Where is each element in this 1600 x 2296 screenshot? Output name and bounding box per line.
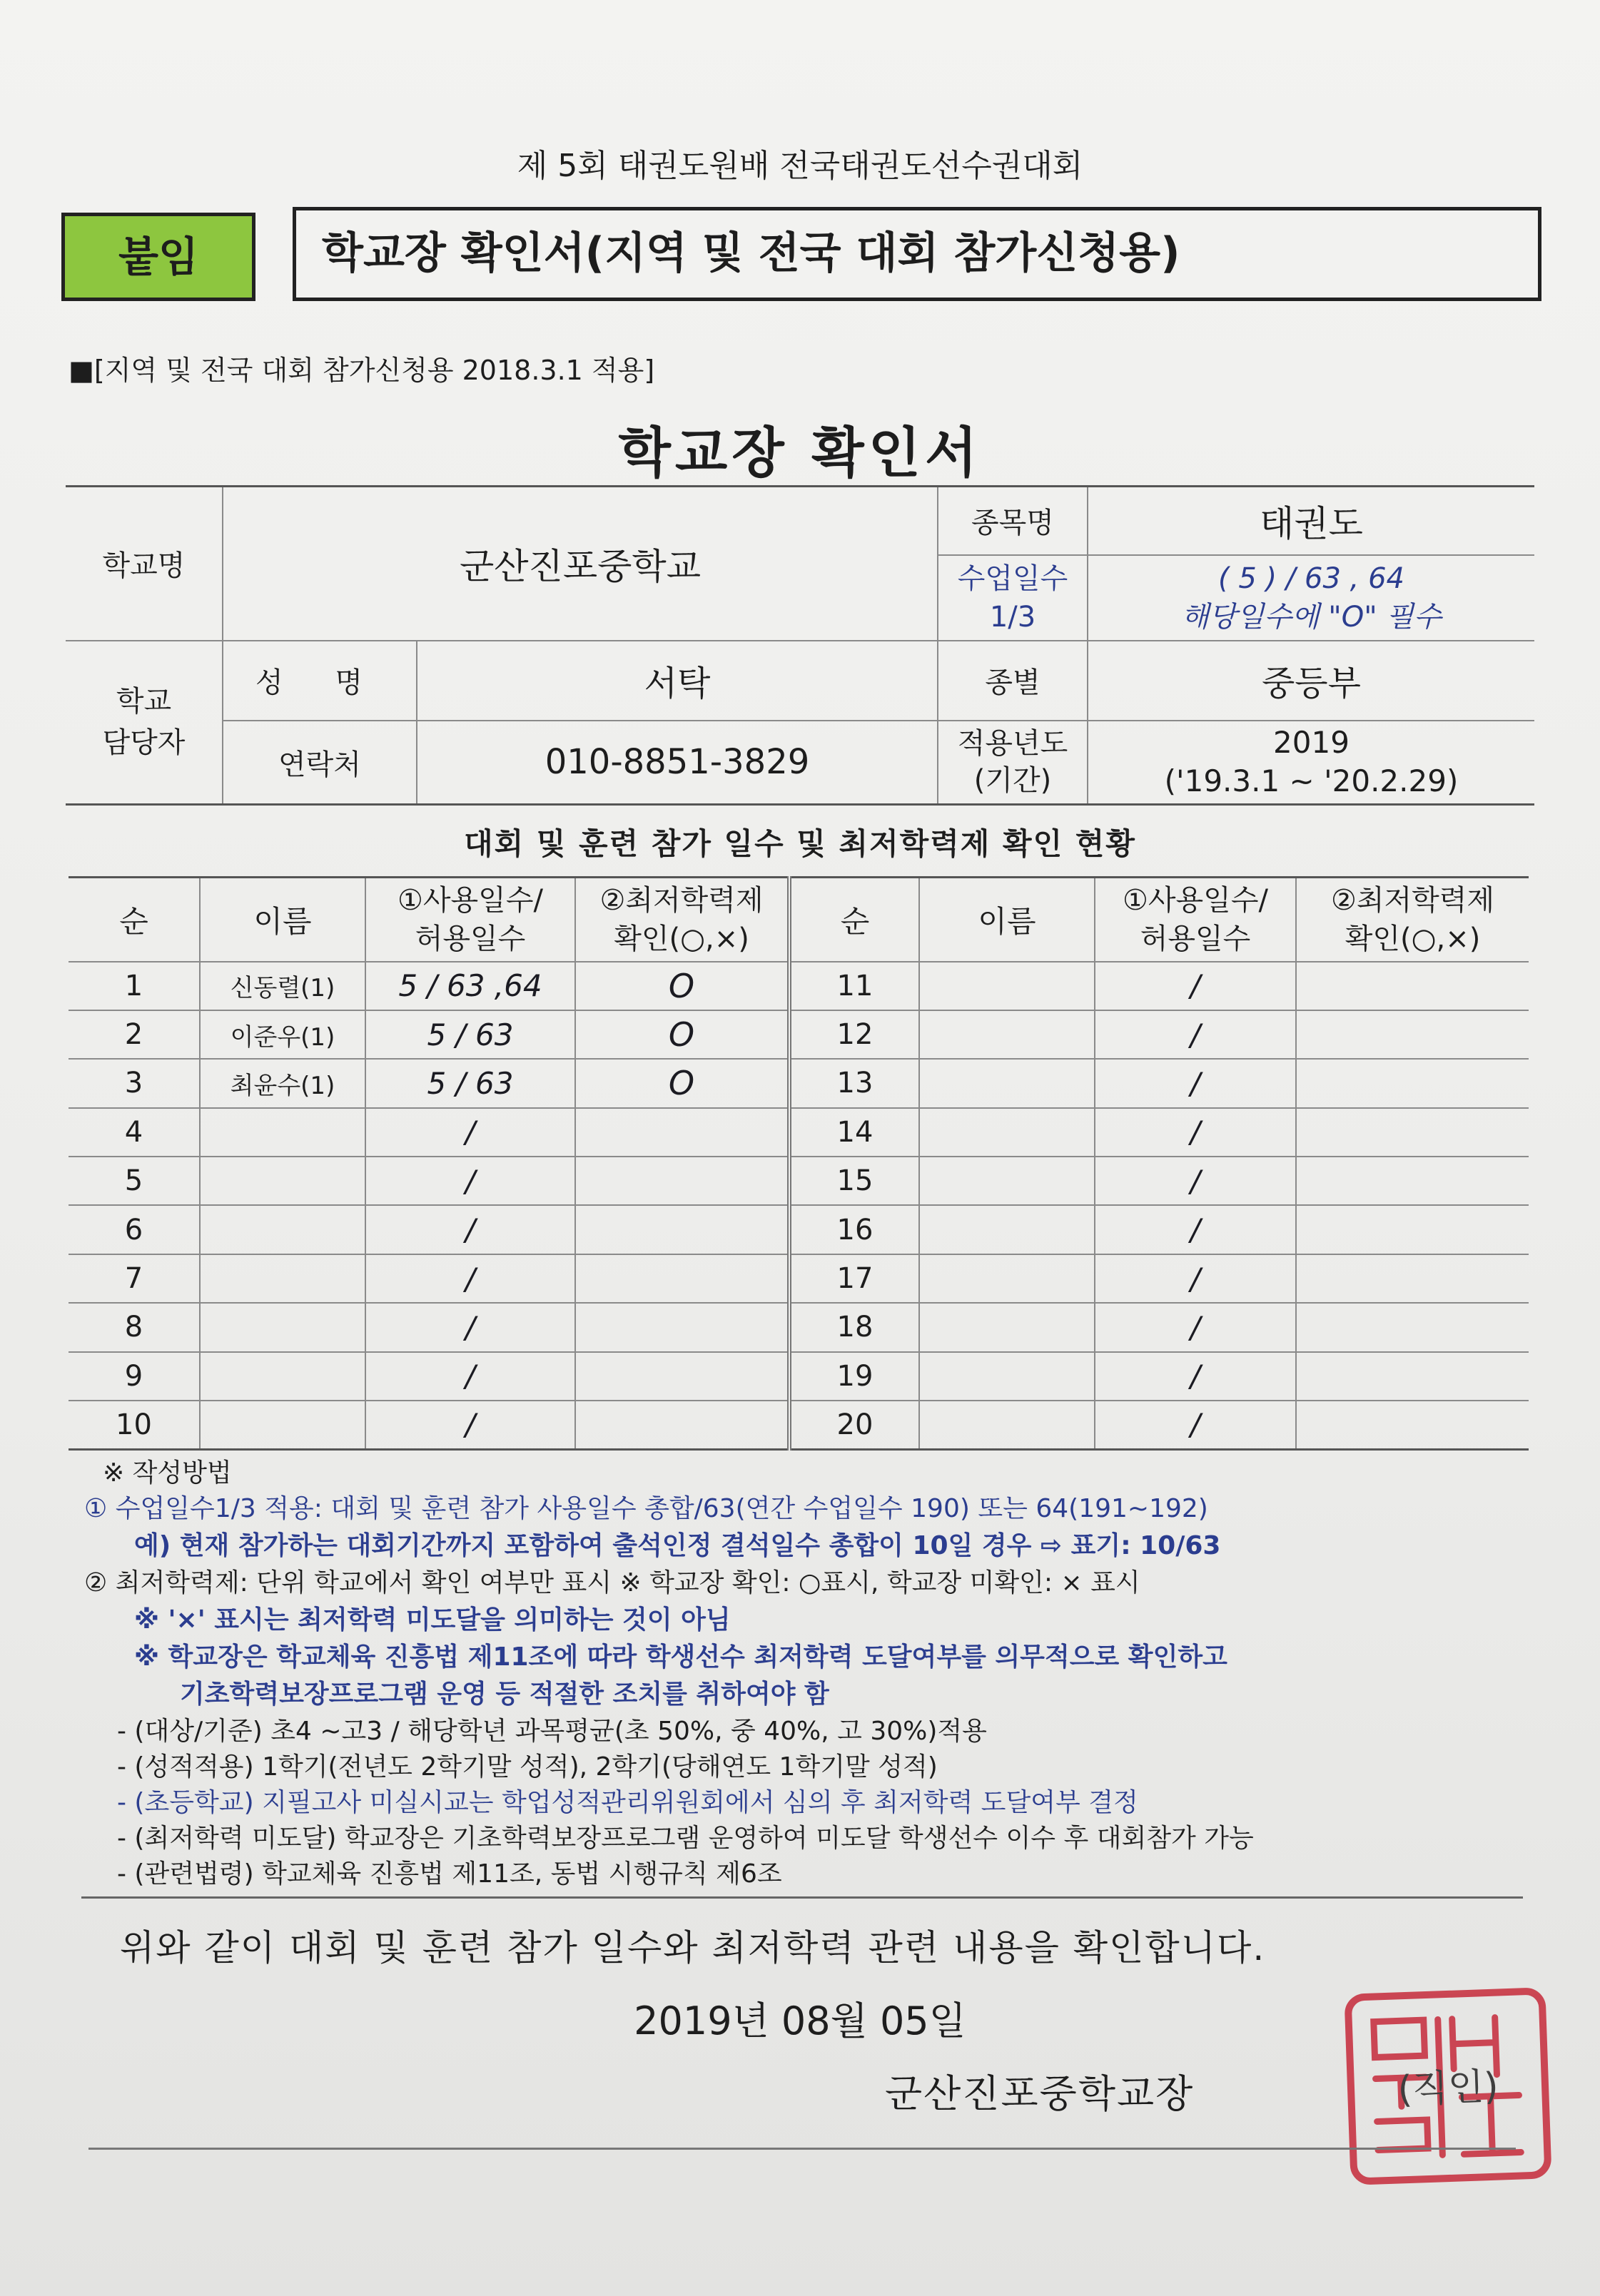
note-2a: ② 최저학력제: 단위 학교에서 확인 여부만 표시 ※ 학교장 확인: ○표시, 학교장 미확인: × 표시 <box>84 1568 1140 1597</box>
note-2d: 기초학력보장프로그램 운영 등 적절한 조치를 취하여야 함 <box>180 1680 829 1709</box>
table-row <box>69 1303 1529 1351</box>
year-label-2: (기간) <box>973 764 1052 798</box>
row-no: 6 <box>69 1205 200 1254</box>
class-days-label-1: 수업일수 <box>957 562 1068 595</box>
table-row <box>69 1205 1529 1254</box>
row-name <box>919 1205 1095 1254</box>
detail-4: - (최저학력 미도달) 학교장은 기초학력보장프로그램 운영하여 미도달 학생선수 이수 후 대회참가 가능 <box>117 1824 1254 1853</box>
row-no: 15 <box>789 1157 919 1205</box>
row-check <box>1296 1254 1529 1303</box>
info-table <box>66 485 1534 806</box>
row-check <box>575 1303 789 1351</box>
row-no: 16 <box>789 1205 919 1254</box>
row-days: / <box>365 1108 575 1157</box>
row-days: 5 / 63 <box>365 1010 575 1059</box>
row-name <box>919 1059 1095 1107</box>
col-no: 순 <box>69 878 200 962</box>
detail-3: - (초등학교) 지필고사 미실시교는 학업성적관리위원회에서 심의 후 최저학력 도달여부 결정 <box>117 1788 1138 1817</box>
row-no: 3 <box>69 1059 200 1107</box>
divider <box>81 1896 1523 1899</box>
table-row <box>69 1059 1529 1107</box>
class-days-line1: ( 5 ) / 63 , 64 <box>1218 562 1404 595</box>
row-days: / <box>1095 1303 1296 1351</box>
year-label <box>938 721 1088 805</box>
staff-label-2: 담당자 <box>102 726 186 760</box>
col-check: ②최저학력제 확인(○,×) <box>575 878 789 962</box>
table-header <box>69 878 1529 962</box>
row-name <box>200 1254 365 1303</box>
contact: 010-8851-3829 <box>417 721 938 805</box>
row-check <box>1296 1108 1529 1157</box>
participation-table <box>69 876 1529 1451</box>
row-days: / <box>365 1157 575 1205</box>
row-no: 5 <box>69 1157 200 1205</box>
row-name <box>200 1205 365 1254</box>
staff-label-1: 학교 <box>116 685 172 718</box>
table-row <box>69 1352 1529 1401</box>
row-check: O <box>575 1059 789 1107</box>
row-name <box>919 1352 1095 1401</box>
contact-label: 연락처 <box>223 721 417 805</box>
row-name: 최윤수(1) <box>200 1059 365 1107</box>
note-2c: ※ 학교장은 학교체육 진흥법 제11조에 따라 학생선수 최저학력 도달여부를 의무적으로 확인하고 <box>134 1642 1227 1672</box>
detail-5: - (관련법령) 학교체육 진흥법 제11조, 동법 시행규칙 제6조 <box>117 1859 782 1889</box>
row-name: 이준우(1) <box>200 1010 365 1059</box>
row-days: / <box>1095 962 1296 1010</box>
row-name <box>919 1303 1095 1351</box>
row-name <box>200 1108 365 1157</box>
row-name <box>919 1157 1095 1205</box>
bottom-line <box>88 2148 1516 2150</box>
year-value <box>1088 721 1534 805</box>
col-days: ①사용일수/ 허용일수 <box>1095 878 1296 962</box>
row-name <box>919 962 1095 1010</box>
row-no: 13 <box>789 1059 919 1107</box>
row-days: / <box>1095 1352 1296 1401</box>
header-title: 학교장 확인서(지역 및 전국 대회 참가신청용) <box>293 207 1541 301</box>
row-days: / <box>1095 1157 1296 1205</box>
row-name <box>919 1108 1095 1157</box>
row-name <box>200 1157 365 1205</box>
table-row <box>69 1401 1529 1449</box>
attach-badge: 붙임 <box>61 213 255 301</box>
notes-heading: ※ 작성방법 <box>103 1458 232 1488</box>
staff-label <box>66 641 223 805</box>
sport: 태권도 <box>1088 487 1534 555</box>
col-check: ②최저학력제 확인(○,×) <box>1296 878 1529 962</box>
table-row <box>69 1010 1529 1059</box>
row-check <box>1296 1157 1529 1205</box>
sport-label: 종목명 <box>938 487 1088 555</box>
doc-title: 학교장 확인서 <box>618 421 982 484</box>
row-check <box>1296 1205 1529 1254</box>
table-row <box>69 1108 1529 1157</box>
row-no: 4 <box>69 1108 200 1157</box>
row-days: 5 / 63 ,64 <box>365 962 575 1010</box>
row-no: 9 <box>69 1352 200 1401</box>
subheader: ■[지역 및 전국 대회 참가신청용 2018.3.1 적용] <box>69 355 655 386</box>
row-check <box>575 1352 789 1401</box>
row-days: / <box>365 1352 575 1401</box>
name-label: 성 명 <box>223 641 417 721</box>
row-days: / <box>1095 1205 1296 1254</box>
row-no: 7 <box>69 1254 200 1303</box>
row-check <box>575 1108 789 1157</box>
row-no: 19 <box>789 1352 919 1401</box>
row-no: 20 <box>789 1401 919 1449</box>
seal-label: (직인) <box>1397 2065 1499 2112</box>
detail-1: - (대상/기준) 초4 ~고3 / 해당학년 과목평균(초 50%, 중 40%, 고 30%)적용 <box>117 1717 987 1746</box>
row-check <box>1296 1401 1529 1449</box>
row-check <box>575 1401 789 1449</box>
row-no: 12 <box>789 1010 919 1059</box>
row-check: O <box>575 1010 789 1059</box>
row-name <box>200 1352 365 1401</box>
row-check <box>575 1205 789 1254</box>
division: 중등부 <box>1088 641 1534 721</box>
row-days: / <box>1095 1401 1296 1449</box>
confirm-date: 2019년 08월 05일 <box>634 1998 966 2043</box>
confirm-text: 위와 같이 대회 및 훈련 참가 일수와 최저학력 관련 내용을 확인합니다. <box>120 1927 1266 1969</box>
row-check <box>1296 1352 1529 1401</box>
table-row <box>69 1157 1529 1205</box>
row-name: 신동렬(1) <box>200 962 365 1010</box>
event-title: 제 5회 태권도원배 전국태권도선수권대회 <box>517 148 1083 184</box>
division-label: 종별 <box>938 641 1088 721</box>
row-days: / <box>365 1401 575 1449</box>
class-days-label <box>938 555 1088 641</box>
year: 2019 <box>1273 725 1350 761</box>
row-check <box>575 1157 789 1205</box>
row-days: / <box>1095 1010 1296 1059</box>
note-1b: 예) 현재 참가하는 대회기간까지 포함하여 출석인정 결석일수 총합이 10일 경우 ⇨ 표기: 10/63 <box>134 1531 1221 1560</box>
row-no: 14 <box>789 1108 919 1157</box>
class-days-label-2: 1/3 <box>989 600 1036 634</box>
period: ('19.3.1 ~ '20.2.29) <box>1164 763 1459 799</box>
row-no: 8 <box>69 1303 200 1351</box>
row-no: 2 <box>69 1010 200 1059</box>
staff-name: 서탁 <box>417 641 938 721</box>
row-days: 5 / 63 <box>365 1059 575 1107</box>
col-days: ①사용일수/ 허용일수 <box>365 878 575 962</box>
row-check <box>1296 1059 1529 1107</box>
table-row <box>69 1254 1529 1303</box>
school-name: 군산진포중학교 <box>223 487 938 641</box>
row-days: / <box>1095 1254 1296 1303</box>
row-no: 10 <box>69 1401 200 1449</box>
row-check <box>575 1254 789 1303</box>
col-no: 순 <box>789 878 919 962</box>
row-name <box>919 1254 1095 1303</box>
row-check <box>1296 1303 1529 1351</box>
detail-2: - (성적적용) 1학기(전년도 2학기말 성적), 2학기(당해연도 1학기말 성적) <box>117 1752 938 1782</box>
row-days: / <box>365 1254 575 1303</box>
row-no: 18 <box>789 1303 919 1351</box>
row-no: 11 <box>789 962 919 1010</box>
col-name: 이름 <box>200 878 365 962</box>
row-days: / <box>365 1303 575 1351</box>
table-title: 대회 및 훈련 참가 일수 및 최저학력제 확인 현황 <box>464 826 1136 861</box>
row-no: 17 <box>789 1254 919 1303</box>
row-days: / <box>1095 1059 1296 1107</box>
row-name <box>919 1010 1095 1059</box>
school-name-label: 학교명 <box>66 487 223 641</box>
row-check <box>1296 1010 1529 1059</box>
year-label-1: 적용년도 <box>957 727 1068 761</box>
row-name <box>200 1401 365 1449</box>
class-days-value <box>1088 555 1534 641</box>
principal-name: 군산진포중학교장 <box>885 2071 1195 2116</box>
table-row <box>69 962 1529 1010</box>
class-days-line2: 해당일수에 "O" 필수 <box>1181 600 1442 634</box>
row-name <box>919 1401 1095 1449</box>
row-days: / <box>365 1205 575 1254</box>
col-name: 이름 <box>919 878 1095 962</box>
row-check <box>1296 962 1529 1010</box>
row-no: 1 <box>69 962 200 1010</box>
row-days: / <box>1095 1108 1296 1157</box>
note-2b: ※ '×' 표시는 최저학력 미도달을 의미하는 것이 아님 <box>134 1605 731 1635</box>
official-seal <box>1344 1987 1551 2185</box>
row-name <box>200 1303 365 1351</box>
note-1a: ① 수업일수1/3 적용: 대회 및 훈련 참가 사용일수 총합/63(연간 수업일수 190) 또는 64(191~192) <box>84 1494 1208 1523</box>
row-check: O <box>575 962 789 1010</box>
